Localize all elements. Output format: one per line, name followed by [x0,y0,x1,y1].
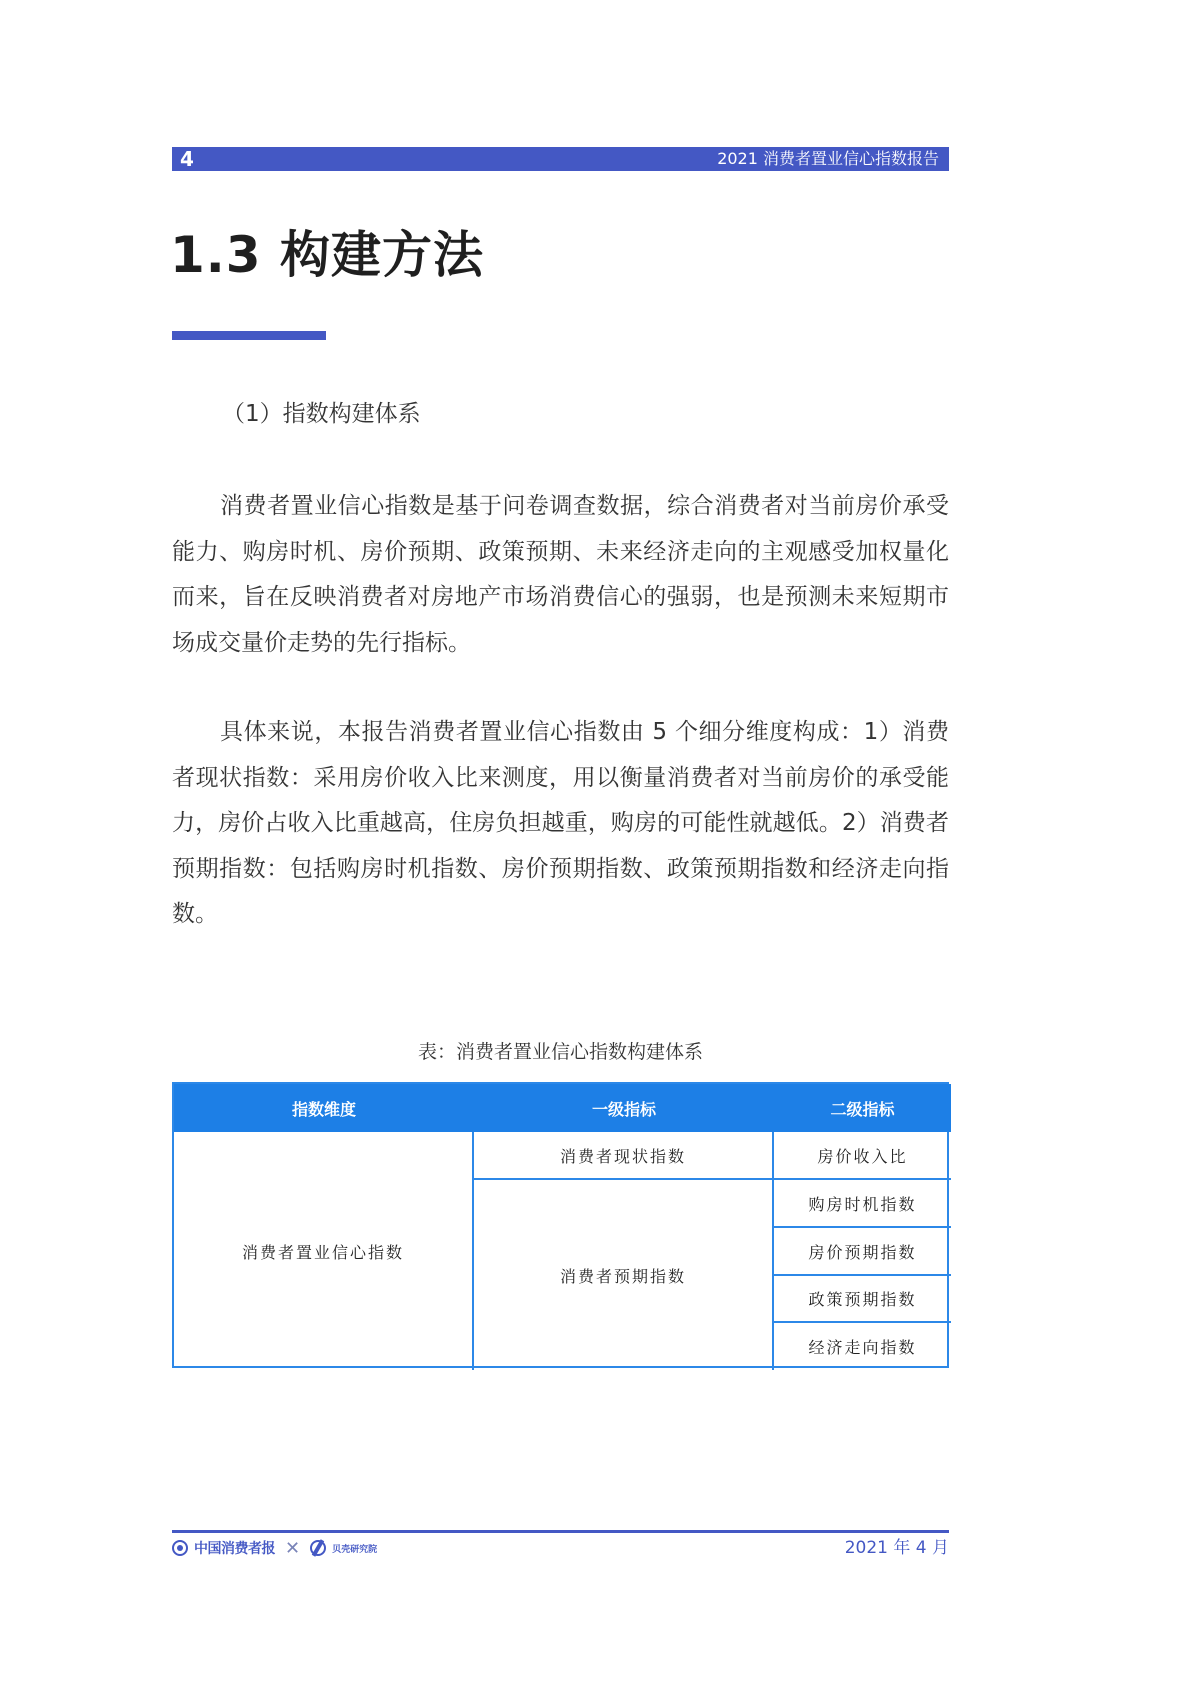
section-title: 1.3 构建方法 [170,226,484,284]
table-header-dimension: 指数维度 [174,1084,474,1132]
paragraph-2: 具体来说，本报告消费者置业信心指数由 5 个细分维度构成：1）消费者现状指数：采用房价收入比来测度，用以衡量消费者对当前房价的承受能力，房价占收入比重越高，住房负担越重，购房的可能性就越低。2）消费者预期指数：包括购房时机指数、房价预期指数、政策预期指数和经济走向指数。 [172,719,949,927]
page-number: 4 [180,147,194,171]
table-cell-level2-price-income: 房价收入比 [774,1132,951,1180]
table-header-level2: 二级指标 [774,1084,951,1132]
index-structure-table [172,1082,949,1368]
table-cell-level1-expectation: 消费者预期指数 [474,1180,774,1370]
table-cell-level2-price-expectation: 房价预期指数 [774,1228,951,1276]
page-header-bar [172,147,949,171]
table-cell-level2-economy: 经济走向指数 [808,1338,917,1357]
footer-divider [172,1530,949,1533]
table-cell-dimension: 消费者置业信心指数 [174,1132,474,1370]
consumer-daily-logo-text: 中国消费者报 [194,1541,275,1557]
table-cell-level1-status: 消费者现状指数 [474,1132,774,1180]
beike-logo-text: 贝壳研究院 [332,1544,378,1555]
beike-logo-icon [310,1540,326,1556]
footer-date: 2021 年 4 月 [844,1538,949,1558]
table-cell-level2-policy: 政策预期指数 [774,1276,951,1323]
footer-logos [172,1536,377,1560]
table-cell-level2-timing: 购房时机指数 [774,1180,951,1228]
paragraph-1: 消费者置业信心指数是基于问卷调查数据，综合消费者对当前房价承受能力、购房时机、房价预期、政策预期、未来经济走向的主观感受加权量化而来，旨在反映消费者对房地产市场消费信心的强弱，也是预测未来短期市场成交量价走势的先行指标。 [172,493,949,656]
table-caption: 表：消费者置业信心指数构建体系 [417,1041,703,1063]
title-underline [172,331,326,340]
table-header-level1: 一级指标 [474,1084,774,1132]
subheading: （1）指数构建体系 [222,401,421,427]
collab-cross-icon: ✕ [285,1537,301,1559]
report-title: 2021 消费者置业信心指数报告 [717,149,939,168]
consumer-daily-logo-icon [172,1540,188,1556]
